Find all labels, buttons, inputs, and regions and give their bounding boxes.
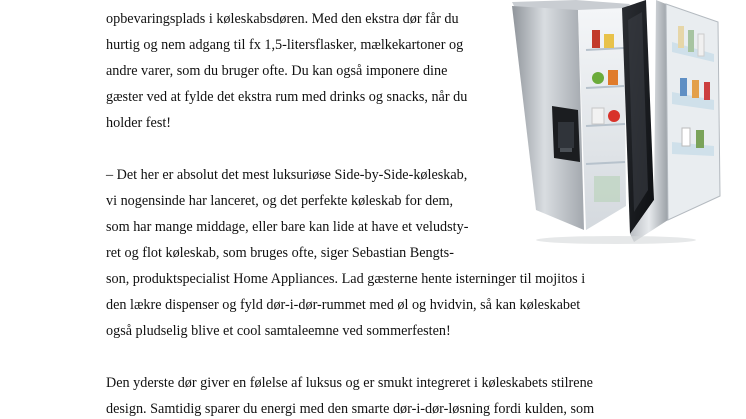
text-line-2: hurtig og nem adgang til fx 1,5-litersflasker, mælkekartoner og (106, 37, 464, 53)
text-line-14: design. Samtidig sparer du energi med den smarte dør-i-dør-løsning fordi kulden, som (106, 401, 595, 417)
text-line-1: opbevaringsplads i køleskabsdøren. Med den ekstra dør får du (106, 11, 459, 27)
text-line-11: den lækre dispenser og fyld dør-i-dør-rummet med øl og hvidvin, så kan køleskabet (106, 297, 581, 313)
text-line-12: også pludselig blive et cool samtaleemne ved sommerfesten! (106, 323, 451, 339)
text-line-4: gæster ved at fylde det ekstra rum med drinks og snacks, når du (106, 89, 468, 105)
side-by-side-refrigerator-photo-icon (506, 0, 732, 246)
text-line-6: – Det her er absolut det mest luksuriøse Side-by-Side-køleskab, (106, 167, 468, 183)
text-line-8: som har mange middage, eller bare kan lide at have et veludsty- (106, 219, 469, 235)
refrigerator-image (506, 0, 732, 246)
text-line-3: andre varer, som du bruger ofte. Du kan også imponere dine (106, 63, 448, 79)
text-line-5: holder fest! (106, 115, 172, 131)
text-line-10: son, produktspecialist Home Appliances. Lad gæsterne hente isterninger til mojitos i (106, 271, 586, 287)
text-line-9: ret og flot køleskab, som bruges ofte, siger Sebastian Bengts- (106, 245, 454, 261)
text-line-7: vi nogensinde har lanceret, og det perfekte køleskab for dem, (106, 193, 454, 209)
text-line-13: Den yderste dør giver en følelse af luksus og er smukt integreret i køleskabets stilrene (106, 375, 593, 391)
